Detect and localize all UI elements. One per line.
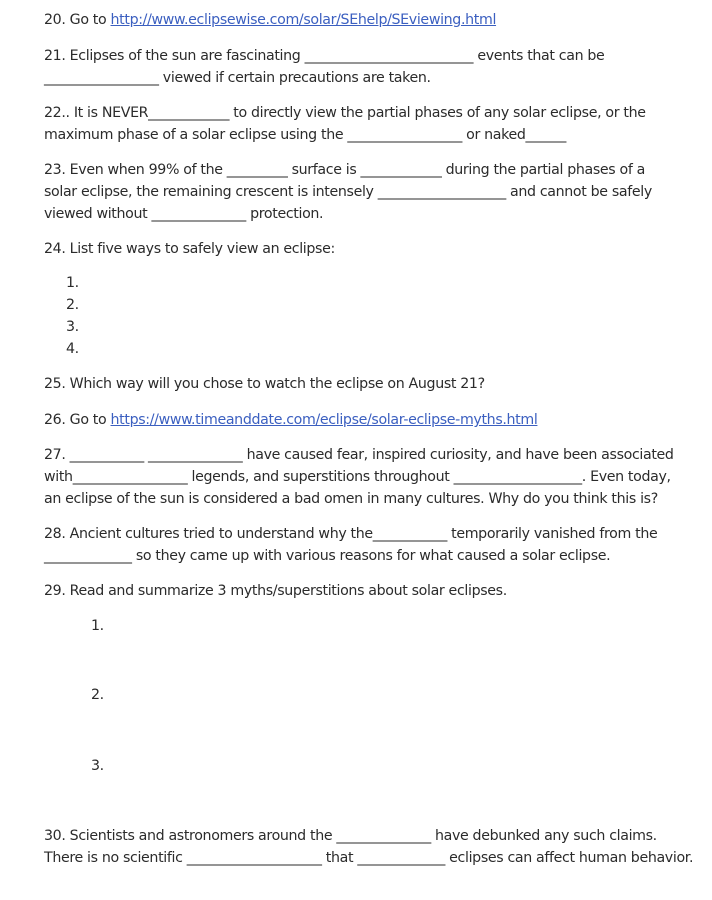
question-21 — [44, 45, 684, 89]
question-27-line-1: 27. ___________ ______________ have caused fear, inspired curiosity, and have been associated — [44, 447, 674, 463]
question-21-line-2: _________________ viewed if certain precautions are taken. — [44, 70, 431, 86]
question-23-line-2: solar eclipse, the remaining crescent is intensely ___________________ and cannot be safely — [44, 184, 652, 200]
question-24-text: 24. List five ways to safely view an eclipse: — [44, 241, 335, 257]
question-29 — [44, 580, 684, 602]
list-item: 4. — [66, 341, 79, 357]
question-25-text: 25. Which way will you chose to watch the eclipse on August 21? — [44, 376, 485, 392]
list-item: 3. — [91, 758, 104, 774]
question-26-prefix: 26. Go to — [44, 412, 111, 428]
question-24 — [44, 238, 684, 260]
question-26 — [44, 409, 684, 431]
question-23-line-3: viewed without ______________ protection. — [44, 206, 324, 222]
question-28-line-1: 28. Ancient cultures tried to understand why the___________ temporarily vanished from the — [44, 526, 658, 542]
question-25 — [44, 373, 684, 395]
question-29-text: 29. Read and summarize 3 myths/superstitions about solar eclipses. — [44, 583, 507, 599]
question-23 — [44, 159, 684, 225]
eclipsewise-link[interactable]: http://www.eclipsewise.com/solar/SEhelp/SEviewing.html — [110, 12, 497, 28]
list-item: 3. — [66, 319, 79, 335]
question-22 — [44, 102, 684, 146]
timeanddate-link[interactable]: https://www.timeanddate.com/eclipse/solar-eclipse-myths.html — [110, 412, 538, 428]
list-item: 1. — [91, 618, 104, 634]
question-21-line-1: 21. Eclipses of the sun are fascinating _________________________ events that can be — [44, 48, 605, 64]
question-27-line-2: with_________________ legends, and superstitions throughout ___________________. Even today, — [44, 469, 671, 485]
list-item: 2. — [66, 297, 79, 313]
question-30 — [44, 825, 694, 869]
question-22-line-1: 22.. It is NEVER____________ to directly view the partial phases of any solar eclipse, or the — [44, 105, 646, 121]
question-28-line-2: _____________ so they came up with various reasons for what caused a solar eclipse. — [44, 548, 611, 564]
question-27 — [44, 444, 684, 510]
question-30-line-2: There is no scientific ____________________ that _____________ eclipses can affect human behavior. — [44, 850, 694, 866]
list-item: 1. — [66, 275, 79, 291]
question-22-line-2: maximum phase of a solar eclipse using the _________________ or naked______ — [44, 127, 566, 143]
question-30-line-1: 30. Scientists and astronomers around the ______________ have debunked any such claims. — [44, 828, 657, 844]
question-20 — [44, 9, 684, 31]
question-20-prefix: 20. Go to — [44, 12, 111, 28]
question-27-line-3: an eclipse of the sun is considered a bad omen in many cultures. Why do you think this is? — [44, 491, 658, 507]
list-item: 2. — [91, 687, 104, 703]
question-28 — [44, 523, 684, 567]
question-23-line-1: 23. Even when 99% of the _________ surface is ____________ during the partial phases of a — [44, 162, 645, 178]
